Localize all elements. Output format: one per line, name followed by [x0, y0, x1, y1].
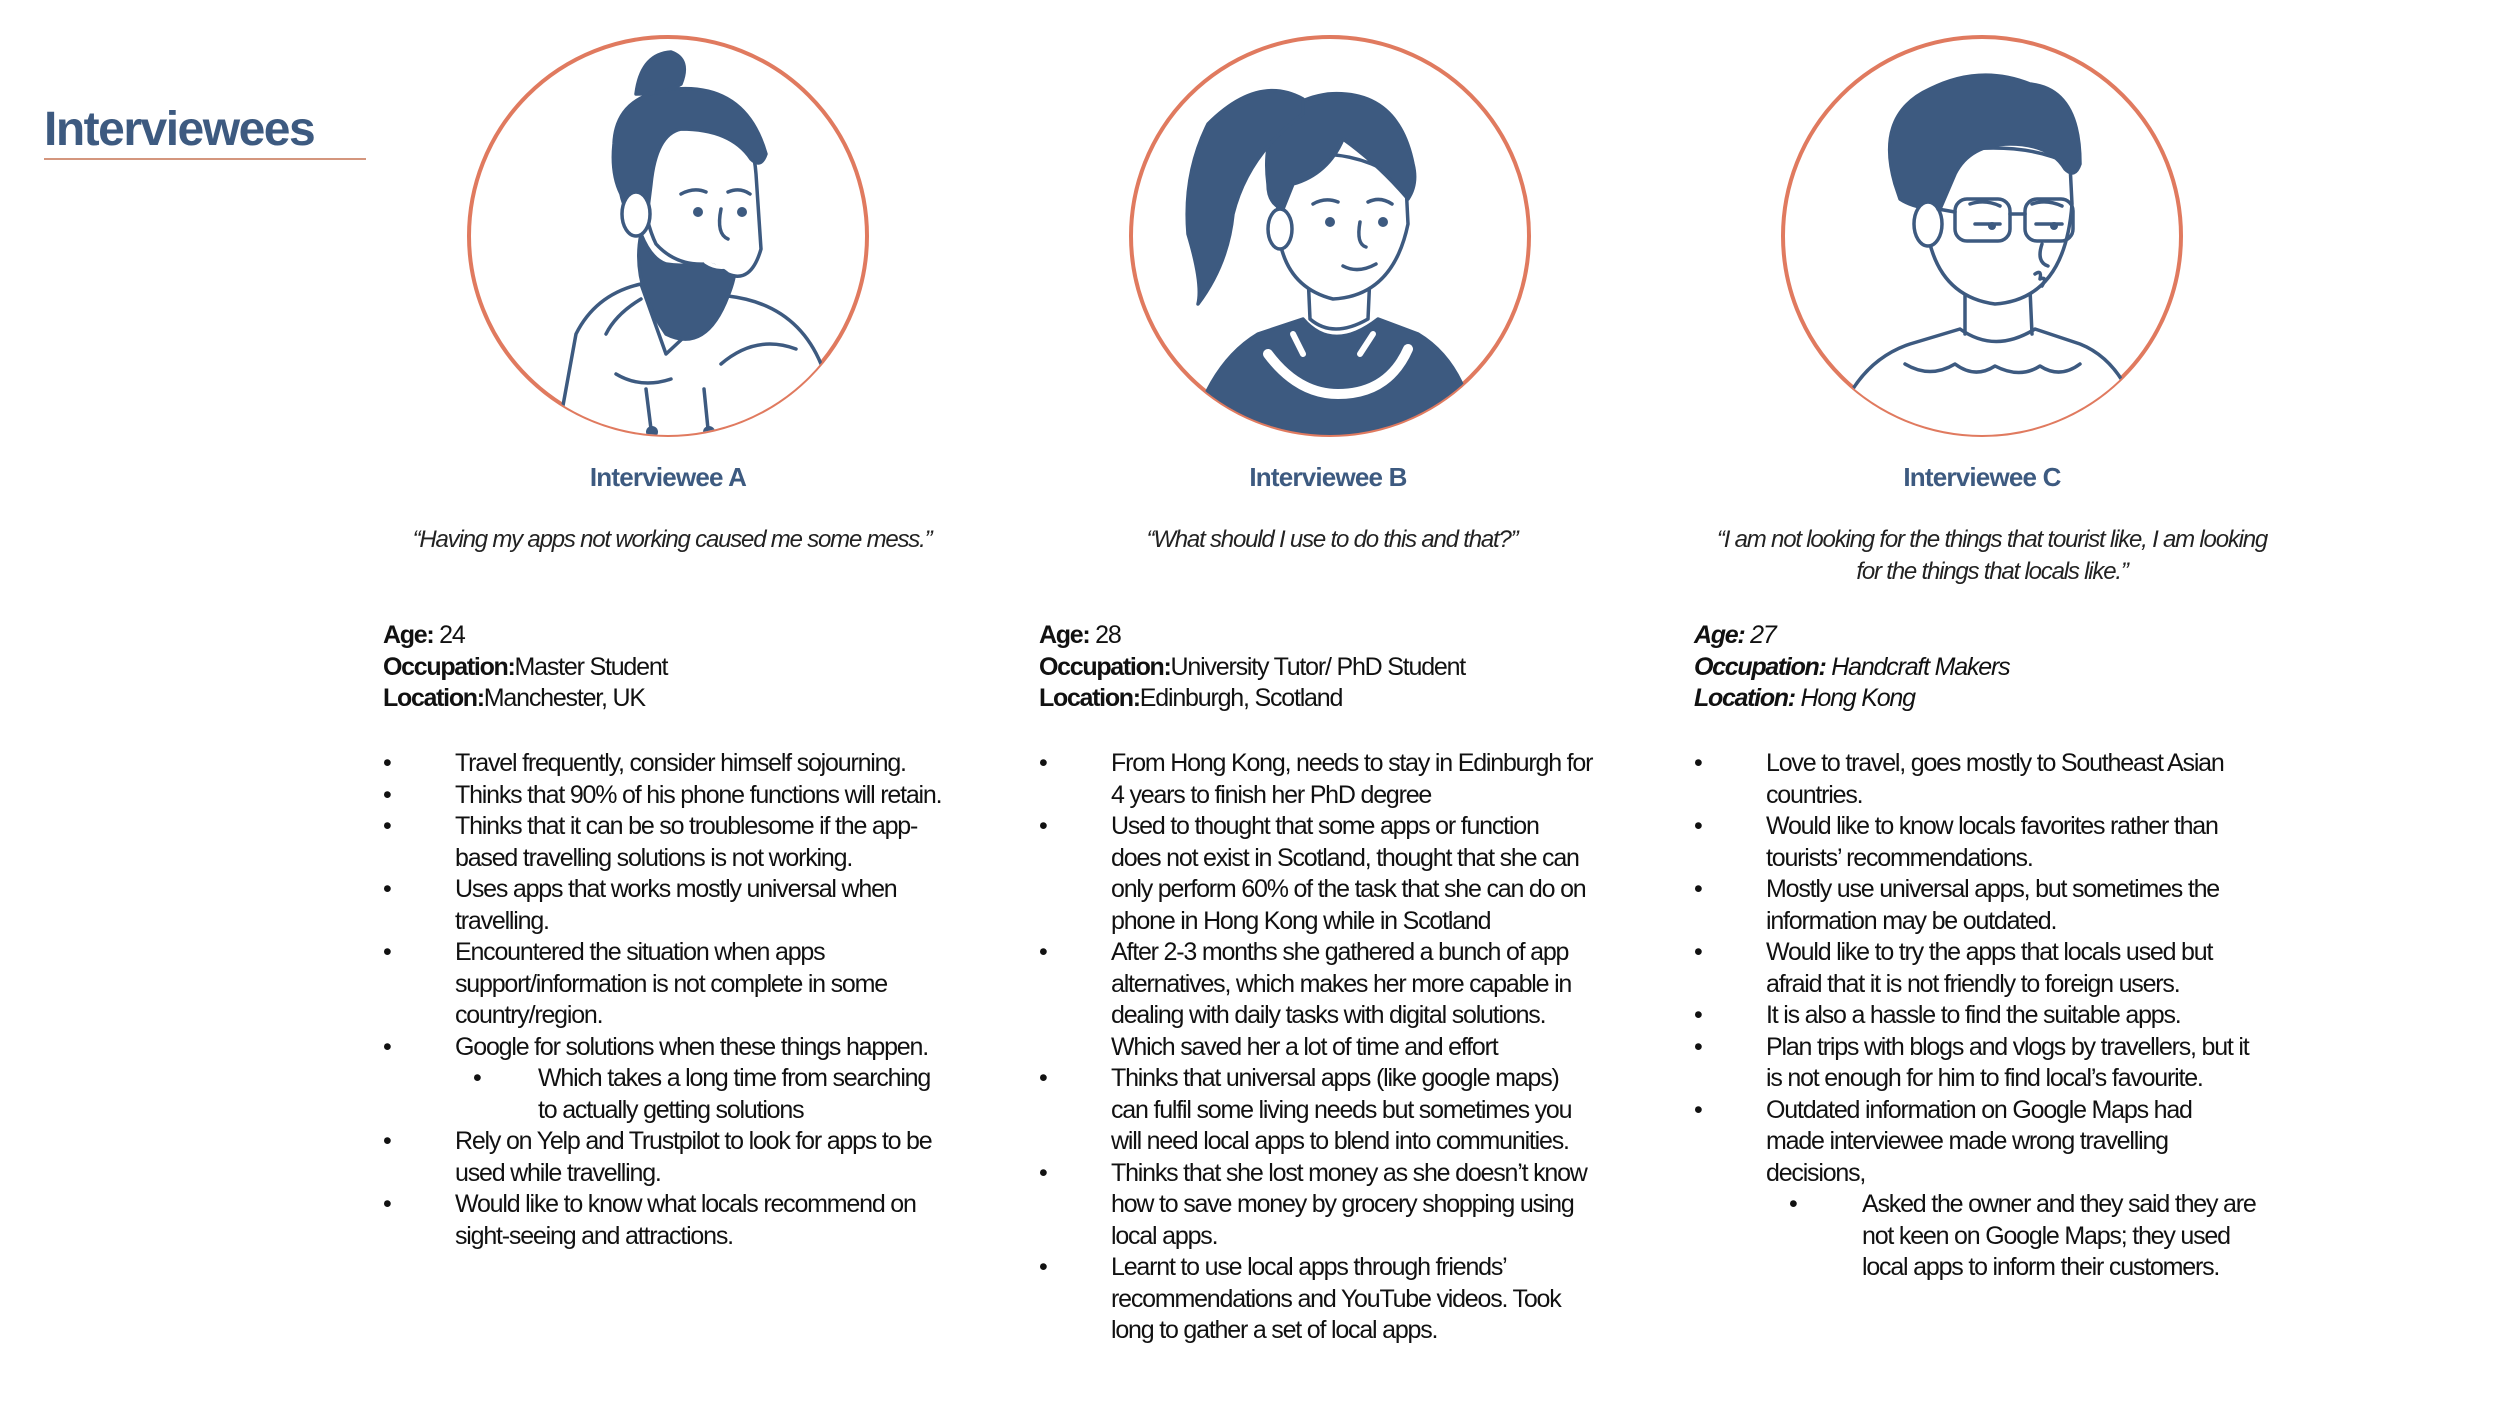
quote-line: for the things that locals like.”: [1856, 558, 2128, 585]
age-label: Age:: [383, 621, 434, 649]
bullet-line: how to save money by grocery shopping using: [1111, 1190, 1574, 1218]
interviewee-c-quote: [1672, 524, 2312, 588]
bullet-line: • Would like to try the apps that locals used but: [1766, 938, 2213, 966]
bullet-item: [383, 1032, 1003, 1064]
bullet-line: recommendations and YouTube videos. Took: [1111, 1284, 1561, 1313]
bullet-line: travelling.: [455, 906, 549, 935]
occupation-label: Occupation:: [1039, 652, 1171, 681]
bullet-line: • Mostly use universal apps, but sometimes the: [1766, 875, 2219, 903]
age-label: Age:: [1694, 621, 1745, 649]
bullet-line: • Learnt to use local apps through friends’: [1111, 1253, 1507, 1281]
bullet-line: can fulfil some living needs but sometimes you: [1111, 1095, 1572, 1124]
quote-line: “I am not looking for the things that tourist like, I am looking: [1716, 526, 2268, 553]
bullet-line: • Travel frequently, consider himself sojourning.: [455, 749, 906, 777]
bullet-line: • Thinks that 90% of his phone functions will retain.: [455, 780, 942, 809]
bullet-line: sight-seeing and attractions.: [455, 1221, 733, 1250]
bullet-line: • Used to thought that some apps or function: [1111, 812, 1539, 840]
bullet-item: [1694, 811, 2314, 874]
bullet-line: made interviewee made wrong travelling: [1766, 1127, 2168, 1155]
interviewee-b-name: Interviewee B: [1249, 462, 1407, 492]
location-value: Edinburgh, Scotland: [1139, 684, 1343, 712]
bullet-item: [383, 937, 1003, 1032]
interviewee-b-details: [1039, 620, 1659, 715]
interviewee-c-notes: [1694, 748, 2314, 1284]
bullet-item: [1694, 1000, 2314, 1032]
bullet-line: • Love to travel, goes mostly to Southeast Asian: [1766, 749, 2224, 777]
bullet-item: [383, 1189, 1003, 1252]
bullet-line: • It is also a hassle to find the suitable apps.: [1766, 1001, 2181, 1029]
bullet-line: long to gather a set of local apps.: [1111, 1316, 1438, 1344]
bullet-line: • Which takes a long time from searching: [538, 1064, 931, 1092]
age-label: Age:: [1039, 621, 1090, 649]
bullet-line: does not exist in Scotland, thought that she can: [1111, 843, 1579, 872]
bullet-line: 4 years to finish her PhD degree: [1111, 780, 1432, 809]
bullet-item: [1039, 1158, 1659, 1253]
age-value: 24: [439, 621, 465, 649]
bullet-line: countries.: [1766, 780, 1863, 809]
bullet-line: afraid that it is not friendly to foreign users.: [1766, 969, 2180, 998]
sub-bullet-item: [383, 1063, 1003, 1126]
bullet-line: • Would like to know locals favorites rather than: [1766, 812, 2218, 840]
interviewee-a-quote: “Having my apps not working caused me some mess.”: [412, 526, 932, 553]
interviewee-b-notes: [1039, 748, 1659, 1347]
bullet-line: tourists’ recommendations.: [1766, 843, 2033, 872]
bullet-item: [383, 748, 1003, 780]
bullet-line: dealing with daily tasks with digital solutions.: [1111, 1001, 1546, 1029]
bullet-item: [1694, 874, 2314, 937]
bullet-line: • Plan trips with blogs and vlogs by travellers, but it: [1766, 1032, 2249, 1061]
bullet-line: information may be outdated.: [1766, 906, 2057, 935]
bullet-line: • Encountered the situation when apps: [455, 938, 825, 966]
bullet-line: based travelling solutions is not working.: [455, 843, 853, 872]
bullet-line: decisions,: [1766, 1158, 1866, 1187]
bullet-line: to actually getting solutions: [538, 1095, 804, 1124]
interviewee-c-details: [1694, 620, 2314, 715]
avatar-interviewee-b: [1128, 34, 1532, 438]
location-label: Location:: [1694, 684, 1795, 712]
bearded-man-avatar-icon: [466, 34, 870, 438]
bullet-line: local apps.: [1111, 1221, 1218, 1250]
bullet-item: [1694, 1032, 2314, 1095]
page-title: Interviewees: [44, 103, 315, 156]
bullet-line: country/region.: [455, 1001, 603, 1029]
occupation-label: Occupation:: [383, 652, 515, 681]
bullet-item: [1039, 748, 1659, 811]
occupation-value: Handcraft Makers: [1831, 652, 2010, 681]
interviewee-c-name: Interviewee C: [1903, 462, 2061, 492]
avatar-interviewee-a: [466, 34, 870, 438]
bullet-item: [1694, 1095, 2314, 1190]
bullet-line: will need local apps to blend into communities.: [1111, 1127, 1569, 1155]
bullet-item: [1039, 811, 1659, 937]
age-value: 27: [1750, 621, 1776, 649]
age-value: 28: [1095, 621, 1121, 649]
sub-bullet-item: [1694, 1189, 2314, 1284]
bullet-line: • Outdated information on Google Maps had: [1766, 1095, 2192, 1124]
bullet-line: • Rely on Yelp and Trustpilot to look for apps to be: [455, 1127, 932, 1155]
bullet-line: used while travelling.: [455, 1158, 661, 1187]
interviewee-a-notes: [383, 748, 1003, 1252]
location-value: Manchester, UK: [483, 684, 645, 712]
bullet-line: • Uses apps that works mostly universal when: [455, 875, 897, 903]
location-value: Hong Kong: [1800, 684, 1915, 712]
bullet-line: Which saved her a lot of time and effort: [1111, 1032, 1498, 1061]
interviewee-b-quote: “What should I use to do this and that?”: [1146, 526, 1518, 553]
bullet-item: [1694, 937, 2314, 1000]
bullet-line: • After 2-3 months she gathered a bunch of app: [1111, 938, 1569, 966]
interviewee-a-details: [383, 620, 1003, 715]
bullet-item: [1039, 1252, 1659, 1347]
bullet-item: [1039, 1063, 1659, 1158]
location-label: Location:: [1039, 684, 1140, 712]
bullet-item: [383, 1126, 1003, 1189]
bullet-line: • Thinks that she lost money as she doesn’t know: [1111, 1158, 1587, 1187]
bullet-line: • From Hong Kong, needs to stay in Edinburgh for: [1111, 749, 1593, 777]
avatar-interviewee-c: [1780, 34, 2184, 438]
bullet-item: [383, 780, 1003, 812]
bullet-line: support/information is not complete in some: [455, 969, 887, 998]
bullet-line: is not enough for him to find local’s favourite.: [1766, 1064, 2203, 1092]
bullet-line: • Asked the owner and they said they are: [1862, 1190, 2256, 1218]
glasses-man-avatar-icon: [1780, 34, 2184, 438]
occupation-value: Master Student: [514, 652, 668, 681]
bullet-line: not keen on Google Maps; they used: [1862, 1221, 2230, 1250]
location-label: Location:: [383, 684, 484, 712]
bullet-line: • Thinks that it can be so troublesome if the app-: [455, 812, 918, 840]
bullet-line: • Google for solutions when these things happen.: [455, 1032, 928, 1061]
bullet-line: • Would like to know what locals recommend on: [455, 1190, 916, 1218]
ponytail-woman-avatar-icon: [1128, 34, 1532, 438]
bullet-line: only perform 60% of the task that she can do on: [1111, 875, 1586, 903]
title-underline: [44, 158, 366, 160]
bullet-item: [383, 874, 1003, 937]
interviewee-a-name: Interviewee A: [589, 462, 747, 492]
occupation-value: University Tutor/ PhD Student: [1170, 652, 1466, 681]
occupation-label: Occupation:: [1694, 652, 1826, 681]
bullet-item: [1039, 937, 1659, 1063]
bullet-item: [1694, 748, 2314, 811]
bullet-item: [383, 811, 1003, 874]
bullet-line: alternatives, which makes her more capable in: [1111, 969, 1572, 998]
bullet-line: • Thinks that universal apps (like google maps): [1111, 1064, 1559, 1092]
bullet-line: phone in Hong Kong while in Scotland: [1111, 906, 1491, 935]
bullet-line: local apps to inform their customers.: [1862, 1253, 2220, 1281]
